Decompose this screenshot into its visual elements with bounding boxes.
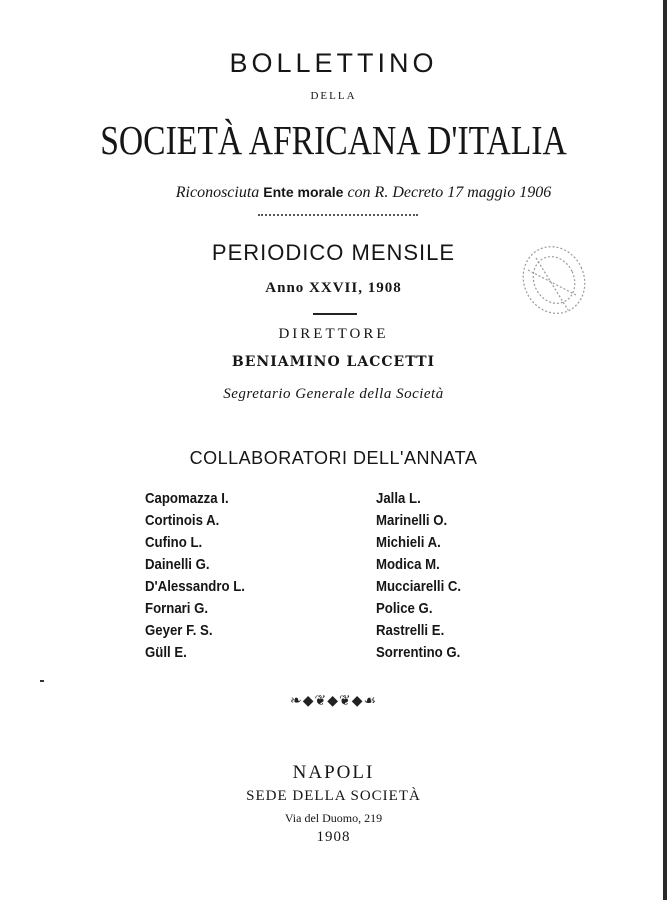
list-item: Police G.	[376, 600, 433, 617]
list-item: Sorrentino G.	[376, 644, 461, 661]
list-item: Jalla L.	[376, 490, 421, 507]
list-item: Güll E.	[145, 644, 187, 661]
list-item: Rastrelli E.	[376, 622, 445, 639]
imprint-year: 1908	[316, 829, 351, 845]
collaborators-left-column	[145, 488, 245, 664]
list-item: Dainelli G.	[145, 556, 210, 573]
imprint-address: Via del Duomo, 219	[284, 811, 383, 825]
list-item: D'Alessandro L.	[145, 578, 245, 595]
list-item: Capomazza I.	[145, 490, 229, 507]
recognition-line	[30, 184, 667, 202]
recognition-suffix: con R. Decreto 17 maggio 1906	[347, 184, 552, 201]
imprint-city: NAPOLI	[292, 762, 375, 783]
list-item: Fornari G.	[145, 600, 209, 617]
page-edge	[663, 0, 667, 900]
collaborators-right-column	[376, 488, 461, 664]
list-item: Marinelli O.	[376, 512, 448, 529]
list-item: Cortinois A.	[145, 512, 220, 529]
imprint-publisher: SEDE DELLA SOCIETÀ	[246, 788, 421, 804]
print-speck	[40, 680, 44, 682]
list-item: Modica M.	[376, 556, 440, 573]
journal-title-connector: DELLA	[310, 90, 357, 102]
list-item: Geyer F. S.	[145, 622, 213, 639]
collaborators-heading: COLLABORATORI DELL'ANNATA	[189, 448, 478, 468]
dotted-divider	[258, 214, 418, 216]
ornament-divider: ❧◆❦◆❦◆☙	[289, 694, 378, 709]
recognition-bold: Ente morale	[263, 184, 344, 200]
director-label: DIRETTORE	[278, 326, 389, 342]
society-name: SOCIETÀ AFRICANA D'ITALIA	[100, 117, 567, 163]
library-stamp-icon	[516, 240, 596, 330]
recognition-prefix: Riconosciuta	[175, 184, 260, 201]
list-item: Cufino L.	[145, 534, 203, 551]
journal-title: BOLLETTINO	[229, 48, 438, 78]
year-line: Anno XXVII, 1908	[265, 280, 402, 296]
list-item: Michieli A.	[376, 534, 441, 551]
list-item: Mucciarelli C.	[376, 578, 462, 595]
short-divider	[313, 313, 357, 315]
director-name: BENIAMINO LACCETTI	[231, 354, 436, 370]
director-role: Segretario Generale della Società	[223, 386, 444, 402]
periodical-type: PERIODICO MENSILE	[211, 240, 456, 265]
